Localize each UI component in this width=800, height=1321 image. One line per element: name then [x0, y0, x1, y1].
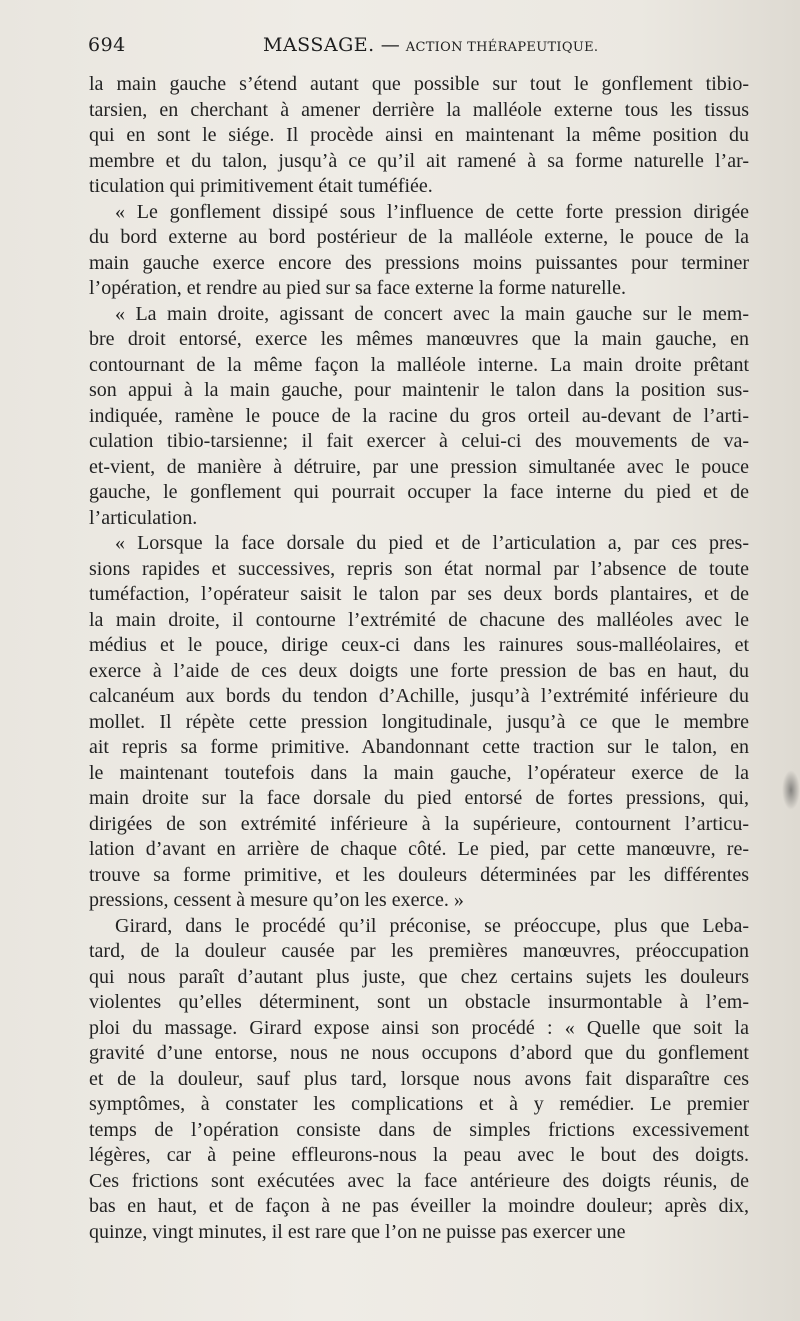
text-line: « La main droite, agissant de concert avec la main gauche sur le mem-: [115, 302, 749, 325]
text-line: Girard, dans le procédé qu’il préconise, se préoccupe, plus que Leba-: [115, 914, 749, 937]
text-line: la main droite, il contourne l’extrémité de chacune des malléoles avec le: [89, 608, 749, 631]
text-line: trouve sa forme primitive, et les douleurs déterminées par les différentes: [89, 863, 749, 886]
text-line: temps de l’opération consiste dans de simples frictions excessivement: [89, 1118, 749, 1141]
running-head-subtitle: ACTION THÉRAPEUTIQUE.: [405, 40, 599, 55]
text-line: tuméfaction, l’opérateur saisit le talon par ses deux bords plantaires, et de: [89, 583, 749, 605]
text-line: du bord externe au bord postérieur de la malléole externe, le pouce de la: [89, 226, 749, 248]
text-line: médius et le pouce, dirige ceux-ci dans les rainures sous-malléolaires, et: [89, 634, 749, 656]
page-number: 694: [88, 34, 126, 56]
text-line: indiquée, ramène le pouce de la racine du gros orteil au-devant de l’arti-: [89, 404, 749, 427]
text-line: l’articulation.: [89, 506, 198, 529]
text-line: quinze, vingt minutes, il est rare que l’on ne puisse pas exercer une: [89, 1220, 626, 1243]
text-line: ticulation qui primitivement était tuméfiée.: [89, 175, 433, 197]
running-head-title: MASSAGE.: [263, 34, 375, 56]
text-line: tard, de la douleur causée par les premières manœuvres, préoccupation: [89, 940, 749, 962]
text-line: symptômes, à constater les complications et à y remédier. Le premier: [89, 1093, 749, 1115]
text-line: lation d’avant en arrière de chaque côté. Le pied, par cette manœuvre, re-: [89, 838, 749, 860]
text-line: et de la douleur, sauf plus tard, lorsque nous avons fait disparaître ces: [89, 1067, 749, 1090]
ink-smudge: [782, 770, 800, 810]
text-line: la main gauche s’étend autant que possible sur tout le gonflement tibio-: [89, 73, 749, 95]
text-line: tarsien, en cherchant à amener derrière la malléole externe tous les tissus: [89, 98, 749, 121]
text-line: membre et du talon, jusqu’à ce qu’il ait ramené à sa forme naturelle l’ar-: [89, 149, 749, 172]
paragraph: [89, 302, 749, 532]
text-line: le maintenant toutefois dans la main gauche, l’opérateur exerce de la: [89, 761, 749, 784]
text-line: contournant de la même façon la malléole interne. La main droite prêtant: [89, 353, 749, 376]
text-line: culation tibio-tarsienne; il fait exercer à celui-ci des mouvements de va-: [89, 430, 749, 452]
text-line: son appui à la main gauche, pour maintenir le talon dans la position sus-: [89, 379, 749, 401]
text-line: qui en sont le siége. Il procède ainsi en maintenant la même position du: [89, 124, 749, 146]
paragraph: [89, 914, 749, 1246]
text-line: dirigées de son extrémité inférieure à la supérieure, contournent l’articu-: [89, 812, 749, 835]
text-line: main droite sur la face dorsale du pied entorsé de fortes pressions, qui,: [89, 787, 749, 809]
running-head: [263, 34, 598, 56]
text-line: pressions, cessent à mesure qu’on les exerce. »: [89, 889, 464, 911]
text-line: exerce à l’aide de ces deux doigts une forte pression de bas en haut, du: [89, 659, 749, 682]
text-line: sions rapides et successives, repris son état normal par l’absence de toute: [89, 557, 749, 580]
paragraph: [89, 72, 749, 200]
paragraph: [89, 200, 749, 302]
body-text: [89, 72, 749, 1245]
text-line: et-vient, de manière à détruire, par une pression simultanée avec le pouce: [89, 455, 749, 478]
text-line: main gauche exerce encore des pressions moins puissantes pour terminer: [89, 251, 749, 274]
page-header: [88, 34, 748, 60]
text-line: « Le gonflement dissipé sous l’influence de cette forte pression dirigée: [115, 200, 749, 223]
text-line: violentes qu’elles déterminent, sont un obstacle insurmontable à l’em-: [89, 991, 749, 1013]
running-head-dash: —: [374, 34, 406, 56]
text-line: calcanéum aux bords du tendon d’Achille, jusqu’à l’extrémité inférieure du: [89, 685, 749, 707]
text-line: bre droit entorsé, exerce les mêmes manœuvres que la main gauche, en: [89, 328, 749, 350]
text-line: mollet. Il répète cette pression longitudinale, jusqu’à ce que le membre: [89, 710, 749, 733]
text-line: ploi du massage. Girard expose ainsi son procédé : « Quelle que soit la: [89, 1016, 749, 1039]
text-line: Ces frictions sont exécutées avec la face antérieure des doigts réunis, de: [89, 1169, 749, 1192]
text-line: qui nous paraît d’autant plus juste, que chez certains sujets les douleurs: [89, 965, 749, 988]
text-line: gauche, le gonflement qui pourrait occuper la face interne du pied et de: [89, 481, 749, 503]
text-line: légères, car à peine effleurons-nous la peau avec le bout des doigts.: [89, 1144, 749, 1166]
paragraph: [89, 531, 749, 914]
text-line: gravité d’une entorse, nous ne nous occupons d’abord que du gonflement: [89, 1042, 749, 1064]
text-line: ait repris sa forme primitive. Abandonnant cette traction sur le talon, en: [89, 736, 749, 758]
text-line: l’opération, et rendre au pied sur sa face externe la forme naturelle.: [89, 277, 626, 299]
text-line: bas en haut, et de façon à ne pas éveiller la moindre douleur; après dix,: [89, 1195, 749, 1217]
text-line: « Lorsque la face dorsale du pied et de l’articulation a, par ces pres-: [115, 532, 749, 554]
